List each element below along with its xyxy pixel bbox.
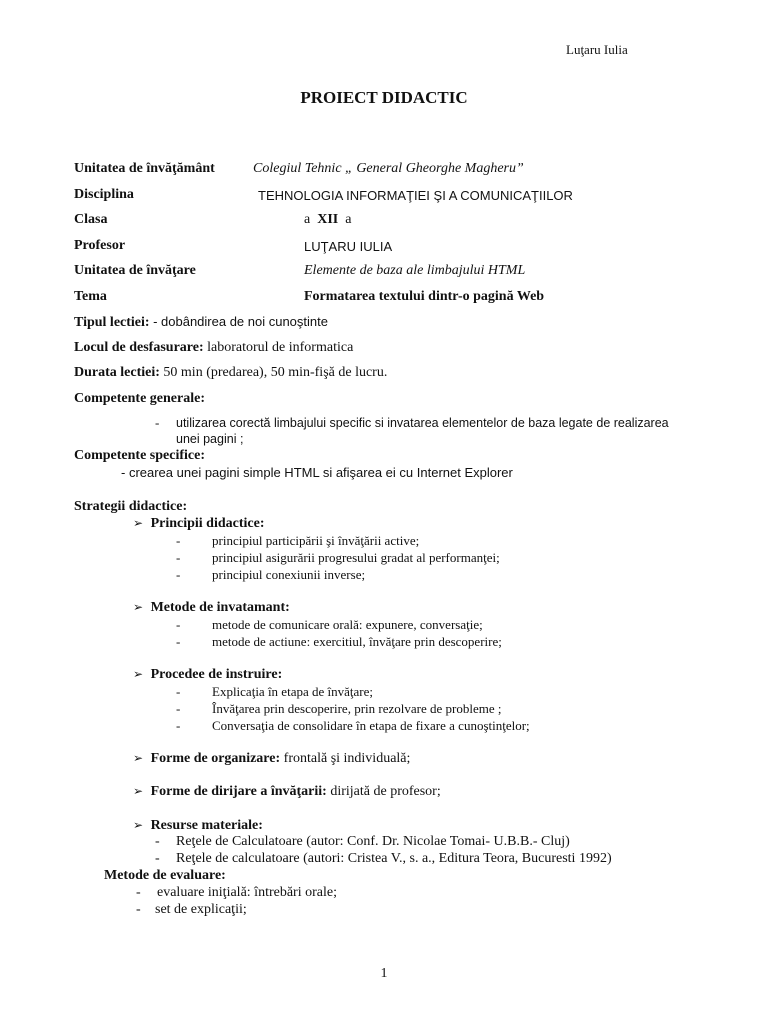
arrow-icon: ➢ xyxy=(133,667,144,681)
arrow-icon: ➢ xyxy=(133,516,144,530)
tipul-lectiei xyxy=(74,314,328,331)
resurse-label: Resurse materiale: xyxy=(150,818,263,833)
page-title: PROIECT DIDACTIC xyxy=(300,88,468,107)
procedee-label: Procedee de instruire: xyxy=(150,667,283,682)
label-disciplina: Disciplina xyxy=(74,187,134,202)
metode-item: metode de actiune: exercitiul, învăţare prin descoperire; xyxy=(212,634,502,649)
label-unitate-invatare: Unitatea de învăţare xyxy=(74,263,196,278)
principii-item: principiul asigurării progresului gradat al performanţei; xyxy=(212,550,500,565)
forme-organizare-value: frontală şi individuală; xyxy=(283,751,411,766)
metode-item: metode de comunicare orală: expunere, conversaţie; xyxy=(212,617,483,632)
durata-value: 50 min (predarea), 50 min-fişă de lucru. xyxy=(163,365,388,380)
evaluare-item: set de explicaţii; xyxy=(155,902,247,917)
label-profesor: Profesor xyxy=(74,238,126,253)
header-author: Luţaru Iulia xyxy=(566,42,628,57)
metode-heading xyxy=(133,600,290,616)
list-item-dash: - xyxy=(136,902,141,917)
value-profesor: LUŢARU IULIA xyxy=(304,239,393,254)
label-clasa: Clasa xyxy=(74,212,108,227)
competente-generale-line2: unei pagini ; xyxy=(176,432,244,446)
locul-value: laboratorul de informatica xyxy=(207,340,354,355)
page-number: 1 xyxy=(380,966,388,981)
clasa-post: a xyxy=(345,212,352,227)
competente-specifice-label: Competente specifice: xyxy=(74,448,206,463)
forme-dirijare-label: Forme de dirijare a învăţarii: xyxy=(150,784,327,799)
tipul-value: - dobândirea de noi cunoştinte xyxy=(153,314,328,329)
arrow-icon: ➢ xyxy=(133,818,144,832)
resurse-item: Reţele de calculatoare (autori: Cristea V., s. a., Editura Teora, Bucuresti 1992) xyxy=(176,851,612,866)
arrow-icon: ➢ xyxy=(133,600,144,614)
list-item-dash: - xyxy=(176,718,181,733)
label-tema: Tema xyxy=(74,289,107,304)
list-item-dash: - xyxy=(155,834,160,849)
list-item-dash: - xyxy=(176,634,181,649)
locul-desfasurare xyxy=(74,340,353,356)
resurse-item: Reţele de Calculatoare (autor: Conf. Dr. Nicolae Tomai- U.B.B.- Cluj) xyxy=(176,834,570,849)
clasa-value: XII xyxy=(317,212,339,227)
procedee-item: Conversaţia de consolidare în etapa de fixare a cunoştinţelor; xyxy=(212,718,530,733)
resurse-heading xyxy=(133,818,263,834)
forme-dirijare-value: dirijată de profesor; xyxy=(330,784,441,799)
durata-label: Durata lectiei: xyxy=(74,365,160,380)
principii-heading xyxy=(133,516,265,532)
locul-label: Locul de desfasurare: xyxy=(74,340,204,355)
evaluare-item: evaluare iniţială: întrebări orale; xyxy=(157,885,337,900)
list-item-dash: - xyxy=(176,701,181,716)
list-item-dash: - xyxy=(176,617,181,632)
arrow-icon: ➢ xyxy=(133,784,144,798)
competente-generale-dash: - xyxy=(155,415,160,430)
clasa-pre: a xyxy=(304,212,311,227)
arrow-icon: ➢ xyxy=(133,751,144,765)
procedee-heading xyxy=(133,667,282,683)
principii-label: Principii didactice: xyxy=(150,516,265,531)
value-disciplina: TEHNOLOGIA INFORMAŢIEI ŞI A COMUNICAŢIILOR xyxy=(258,188,573,203)
list-item-dash: - xyxy=(155,851,160,866)
strategii-label: Strategii didactice: xyxy=(74,499,188,514)
forme-organizare xyxy=(133,751,410,767)
list-item-dash: - xyxy=(176,567,181,582)
procedee-item: Învăţarea prin descoperire, prin rezolvare de probleme ; xyxy=(212,701,502,716)
value-tema: Formatarea textului dintr-o pagină Web xyxy=(304,289,545,304)
forme-organizare-label: Forme de organizare: xyxy=(150,751,281,766)
label-unitate-invatamant: Unitatea de învăţământ xyxy=(74,161,215,176)
value-unitate-invatamant: Colegiul Tehnic „ General Gheorghe Magheru” xyxy=(253,161,524,176)
list-item-dash: - xyxy=(136,885,141,900)
procedee-item: Explicaţia în etapa de învăţare; xyxy=(212,684,373,699)
competente-generale-line1: utilizarea corectă limbajului specific si invatarea elementelor de baza legate de realizarea xyxy=(176,416,669,430)
metode-label: Metode de invatamant: xyxy=(150,600,290,615)
value-clasa xyxy=(304,212,351,228)
forme-dirijare xyxy=(133,784,441,800)
list-item-dash: - xyxy=(176,684,181,699)
principii-item: principiul conexiunii inverse; xyxy=(212,567,366,582)
principii-item: principiul participării şi învăţării active; xyxy=(212,533,420,548)
competente-specifice-item: - crearea unei pagini simple HTML si afişarea ei cu Internet Explorer xyxy=(121,465,513,480)
evaluare-label: Metode de evaluare: xyxy=(104,868,226,883)
durata-lectiei xyxy=(74,365,387,381)
competente-generale-label: Competente generale: xyxy=(74,391,206,406)
list-item-dash: - xyxy=(176,533,181,548)
list-item-dash: - xyxy=(176,550,181,565)
value-unitate-invatare: Elemente de baza ale limbajului HTML xyxy=(304,263,526,278)
tipul-label: Tipul lectiei: xyxy=(74,315,150,330)
